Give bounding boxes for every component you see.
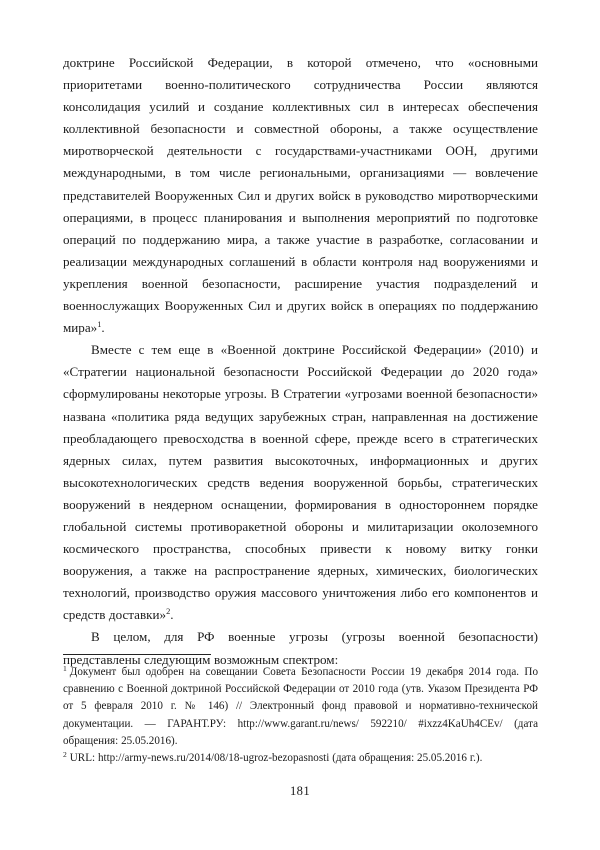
footnote-2-marker: 2 <box>63 750 67 760</box>
paragraph-2-tail: . <box>170 607 174 623</box>
paragraph-2-text: Вместе с тем еще в «Военной доктрине Российской Федерации» (2010) и «Стратегии национальной безопасности Российской Федерации до 2020 года» сформулированы некоторые угрозы. В Стратегии «угрозами военной безопасности» названа «политика ряда ведущих зарубежных стран, направленная на достижение преобладающего превосходства в военной сфере, прежде всего в стратегических ядерных силах, путем развития высокоточных, информационных и других высокотехнологических средств ведения вооруженной борьбы, стратегических вооружений в неядерном оснащении, формирования в одностороннем порядке глобальной системы противоракетной обороны и милитаризации околоземного космического пространства, способных привести к новому витку гонки вооружения, а также на распространение ядерных, химических, биологических технологий, производство оружия массового уничтожения либо его компонентов и средств доставки» <box>63 342 538 623</box>
footnote-2-text: URL: http://army-news.ru/2014/08/18-ugroz-bezopasnosti (дата обращения: 25.05.2016 г.). <box>69 752 483 765</box>
paragraph-1-text: доктрине Российской Федерации, в которой отмечено, что «основными приоритетами военно-политического сотрудничества России являются консолидация усилий и создание коллективных сил в интересах обеспечения коллективной безопасности и совместной обороны, а также осуществление миротворческой деятельности с государствами-участниками ООН, другими международными, в том числе региональными, организациями — вовлечение представителей Вооруженных Сил и других войск в руководство миротворческими операциями, в процесс планирования и выполнения мероприятий по подготовке операций по поддержанию мира, а также участие в разработке, согласовании и реализации международных соглашений в области контроля над вооружениями и укрепления военной безопасности, расширение участия подразделений и военнослужащих Вооруженных Сил и других войск в операциях по поддержанию мира» <box>63 55 538 336</box>
footnote-1 <box>63 664 538 750</box>
footnote-separator-rule <box>63 654 211 655</box>
body-text-block <box>63 52 538 671</box>
footnote-reference-2[interactable]: 2 <box>166 607 171 617</box>
page-number: 181 <box>289 784 311 798</box>
paragraph-1 <box>63 52 538 339</box>
paragraph-1-tail: . <box>101 320 105 336</box>
paragraph-3-text: В целом, для РФ военные угрозы (угрозы военной безопасности) представлены следующим возможным спектром: <box>63 629 538 667</box>
footnote-reference-1[interactable]: 1 <box>97 320 102 330</box>
paragraph-2 <box>63 339 538 626</box>
footnote-1-text: Документ был одобрен на совещании Совета Безопасности России 19 декабря 2014 года. По сравнению с Военной доктриной Российской Федерации от 2010 года (утв. Указом Президента РФ от 5 февраля 2010 г. № 146) // Электронный фонд правовой и нормативно-технической документации. — ГАРАНТ.РУ: http://www.garant.ru/news/ 592210/ #ixzz4KaUh4CEv/ (дата обращения: 25.05.2016). <box>63 666 538 747</box>
footnote-area <box>63 654 538 767</box>
footnote-1-marker: 1 <box>63 664 67 673</box>
footnote-2 <box>63 750 538 767</box>
